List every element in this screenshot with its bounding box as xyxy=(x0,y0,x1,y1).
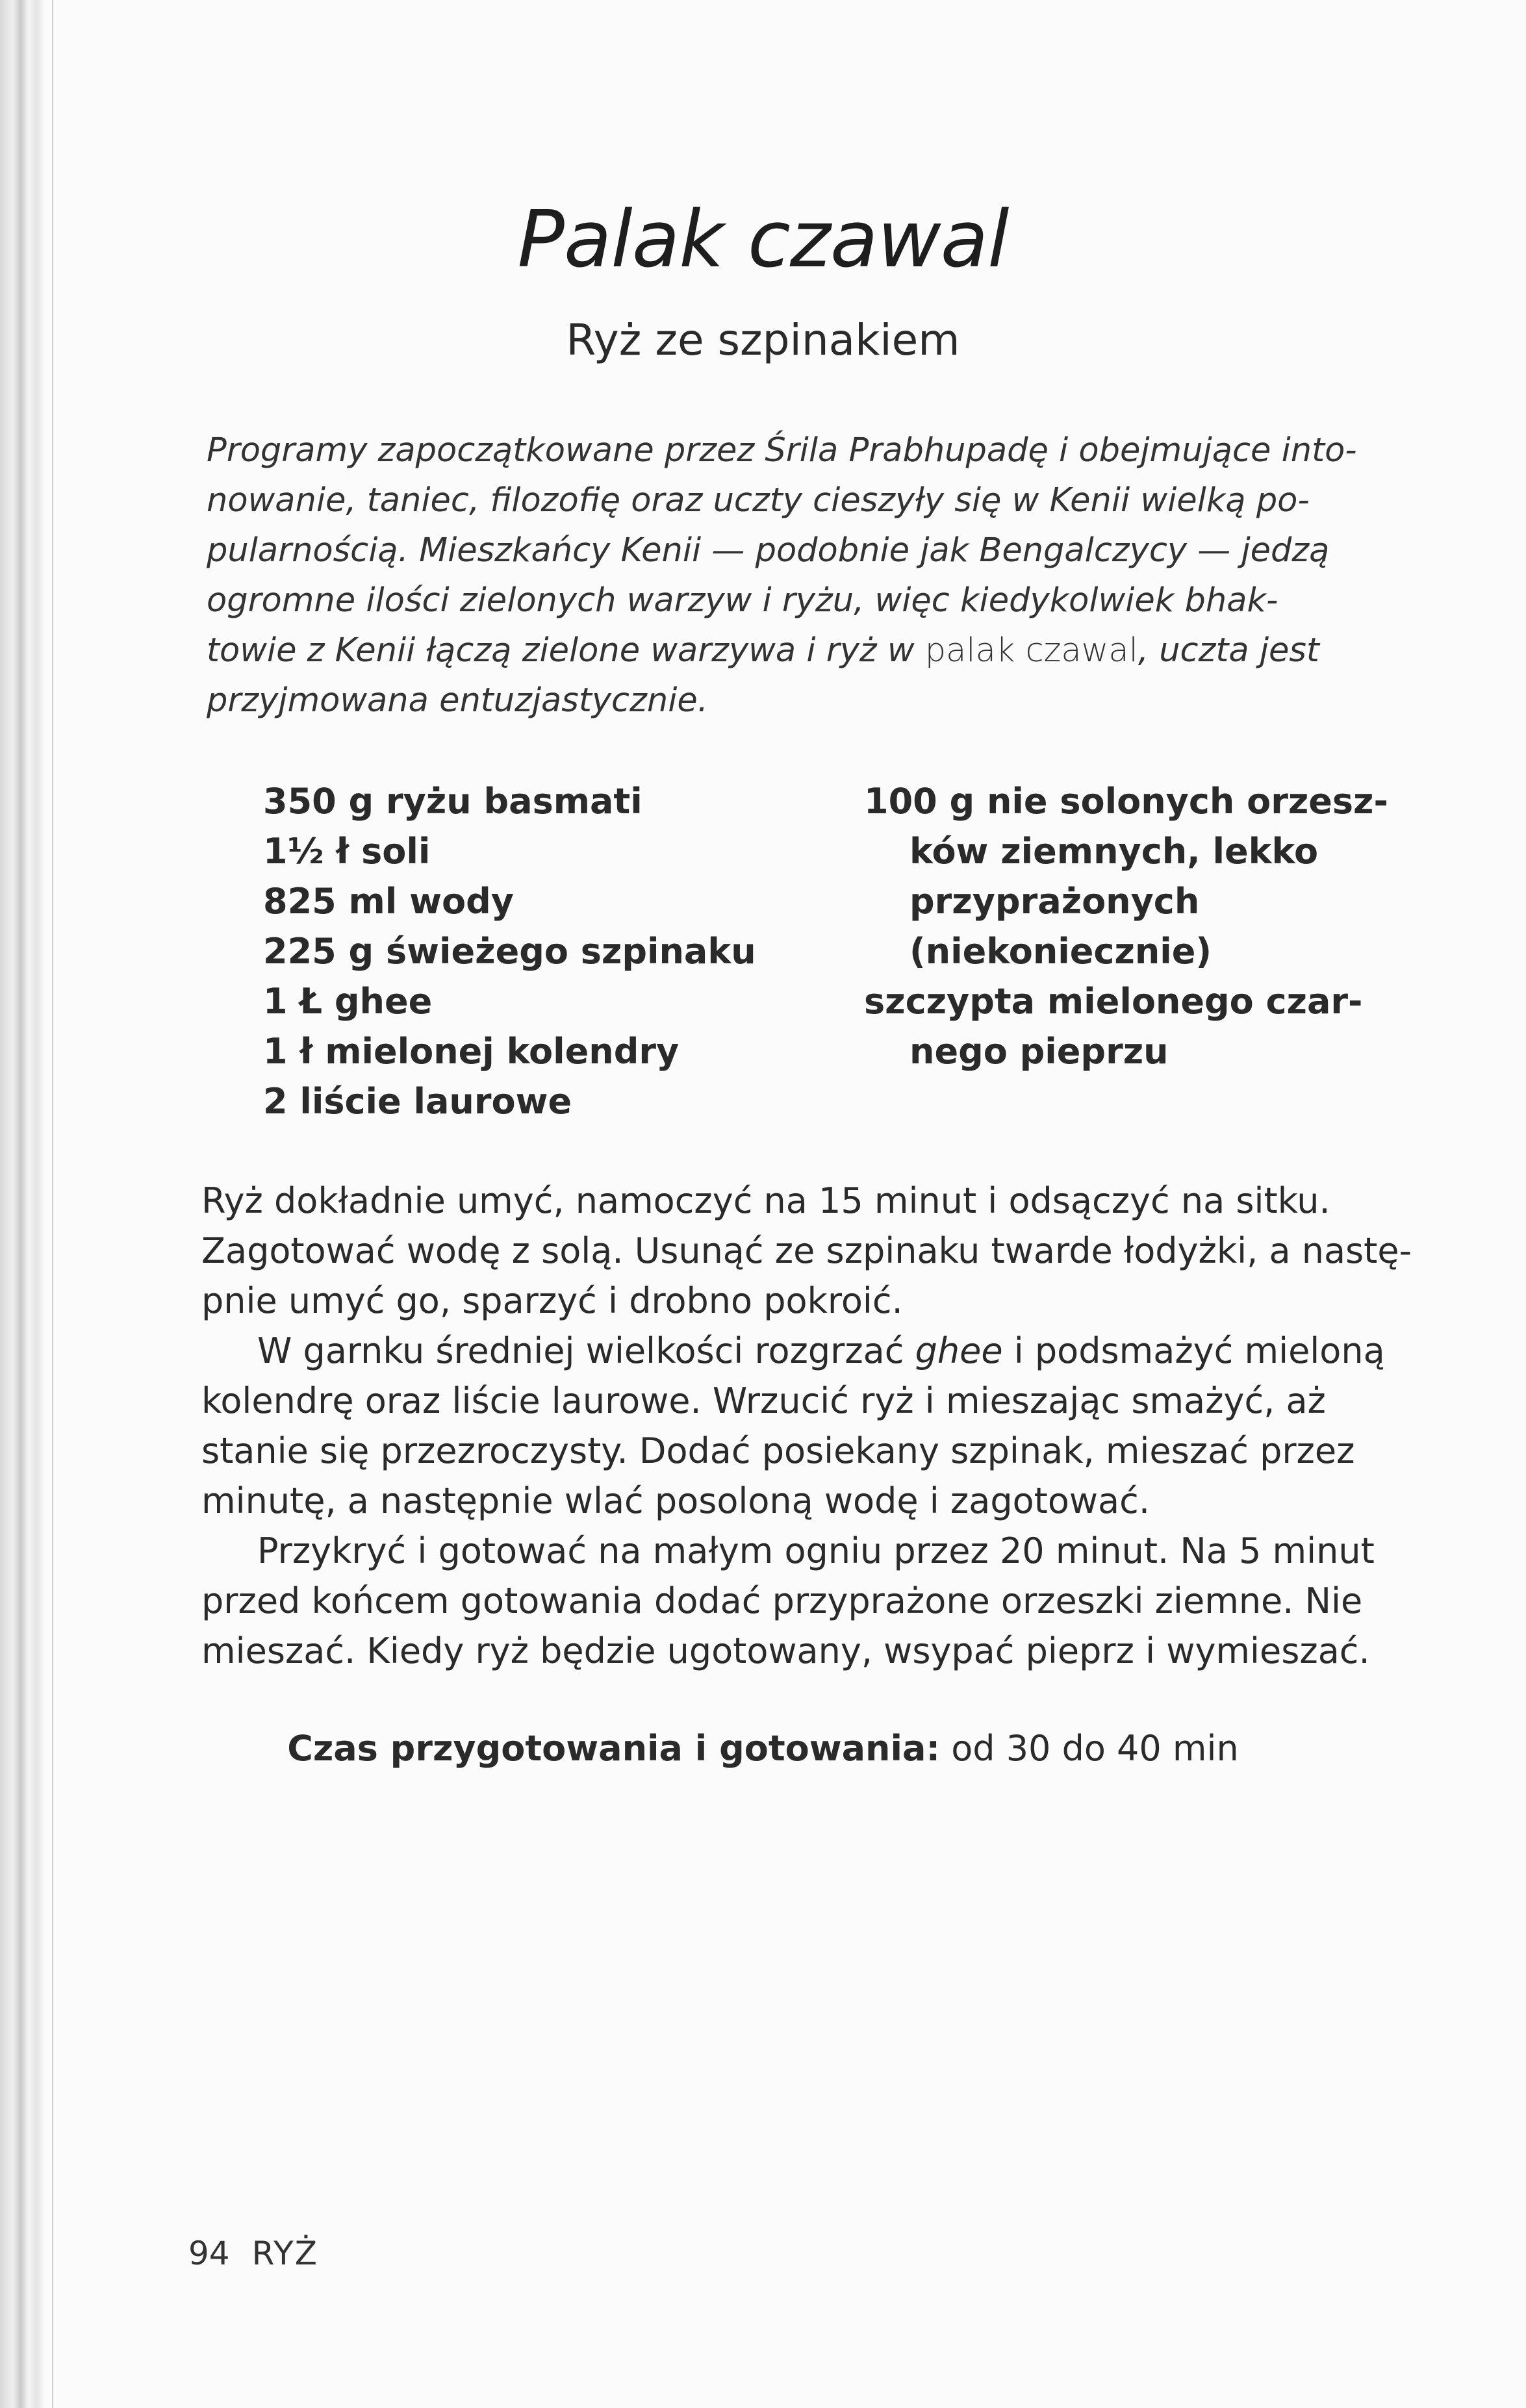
ingredient-item: 225 g świeżego szpinaku xyxy=(263,931,756,972)
ingredient-item-continuation: ków ziemnych, lekko xyxy=(909,831,1319,872)
method-line: Ryż dokładnie umyć, namoczyć na 15 minut i odsączyć na sitku. xyxy=(201,1180,1330,1221)
method-line: mieszać. Kiedy ryż będzie ugotowany, wsypać pieprz i wymieszać. xyxy=(201,1630,1370,1671)
method-line xyxy=(201,1326,1449,1376)
method-p2-start: W garnku średniej wielkości rozgrzać xyxy=(257,1330,915,1371)
method-line: Zagotować wodę z solą. Usunąć ze szpinaku twarde łodyżki, a nastę- xyxy=(201,1230,1412,1271)
ingredient-item-continuation: przyprażonych xyxy=(909,881,1200,922)
method-line: stanie się przezroczysty. Dodać posiekany szpinak, mieszać przez xyxy=(201,1430,1355,1471)
ingredient-item: szczypta mielonego czar- xyxy=(864,981,1363,1022)
section-name: RYŻ xyxy=(251,2235,318,2272)
method-ghee-term: ghee xyxy=(915,1330,1003,1371)
intro-line: ogromne ilości zielonych warzyw i ryżu, więc kiedykolwiek bhak- xyxy=(207,581,1278,620)
ingredient-item: 825 ml wody xyxy=(263,881,514,922)
intro-line: przyjmowana entuzjastycznie. xyxy=(207,681,708,720)
method-line: minutę, a następnie wlać posoloną wodę i zagotować. xyxy=(201,1480,1151,1521)
ingredient-item: 350 g ryżu basmati xyxy=(263,781,642,822)
recipe-subtitle: Ryż ze szpinakiem xyxy=(566,315,960,365)
ingredient-item: 2 liście laurowe xyxy=(263,1081,572,1122)
prep-time-label: Czas przygotowania i gotowania: xyxy=(287,1728,941,1769)
prep-time-value: od 30 do 40 min xyxy=(951,1728,1239,1769)
method-text xyxy=(201,1176,1449,1676)
ingredient-item-continuation: (niekoniecznie) xyxy=(909,931,1212,972)
intro-line xyxy=(207,626,1447,676)
intro-dish-name: palak czawal xyxy=(924,631,1138,670)
ingredient-item-continuation: nego pieprzu xyxy=(909,1031,1169,1072)
method-line: Przykryć i gotować na małym ogniu przez 20 minut. Na 5 minut xyxy=(257,1530,1375,1571)
intro-line: nowanie, taniec, filozofię oraz uczty cieszyły się w Kenii wielką po- xyxy=(207,481,1310,520)
recipe-title: Palak czawal xyxy=(517,195,1009,285)
ingredient-item: 1 ł mielonej kolendry xyxy=(263,1031,680,1072)
ingredient-item: 100 g nie solonych orzesz- xyxy=(864,781,1388,822)
method-line: pnie umyć go, sparzyć i drobno pokroić. xyxy=(201,1280,903,1321)
intro-line-5-start: towie z Kenii łączą zielone warzywa i ryż w xyxy=(207,631,925,670)
intro-line: pularnością. Mieszkańcy Kenii — podobnie jak Bengalczycy — jedzą xyxy=(207,531,1330,570)
intro-paragraph xyxy=(207,425,1447,726)
page-footer xyxy=(188,2235,318,2272)
ingredient-item: 1½ ł soli xyxy=(263,831,431,872)
prep-time xyxy=(0,1728,1526,1769)
method-p2-end: i podsmażyć mieloną xyxy=(1002,1330,1385,1371)
ingredients-list-left xyxy=(263,776,756,1126)
ingredient-item: 1 Ł ghee xyxy=(263,981,433,1022)
page-number: 94 xyxy=(188,2235,230,2272)
method-line: przed końcem gotowania dodać przyprażone orzeszki ziemne. Nie xyxy=(201,1580,1363,1621)
method-line: kolendrę oraz liście laurowe. Wrzucić ryż i mieszając smażyć, aż xyxy=(201,1380,1326,1421)
intro-line-5-end: , uczta jest xyxy=(1138,631,1319,670)
ingredients-list-right xyxy=(864,776,1388,1076)
intro-line: Programy zapoczątkowane przez Śrila Prabhupadę i obejmujące into- xyxy=(207,431,1357,470)
